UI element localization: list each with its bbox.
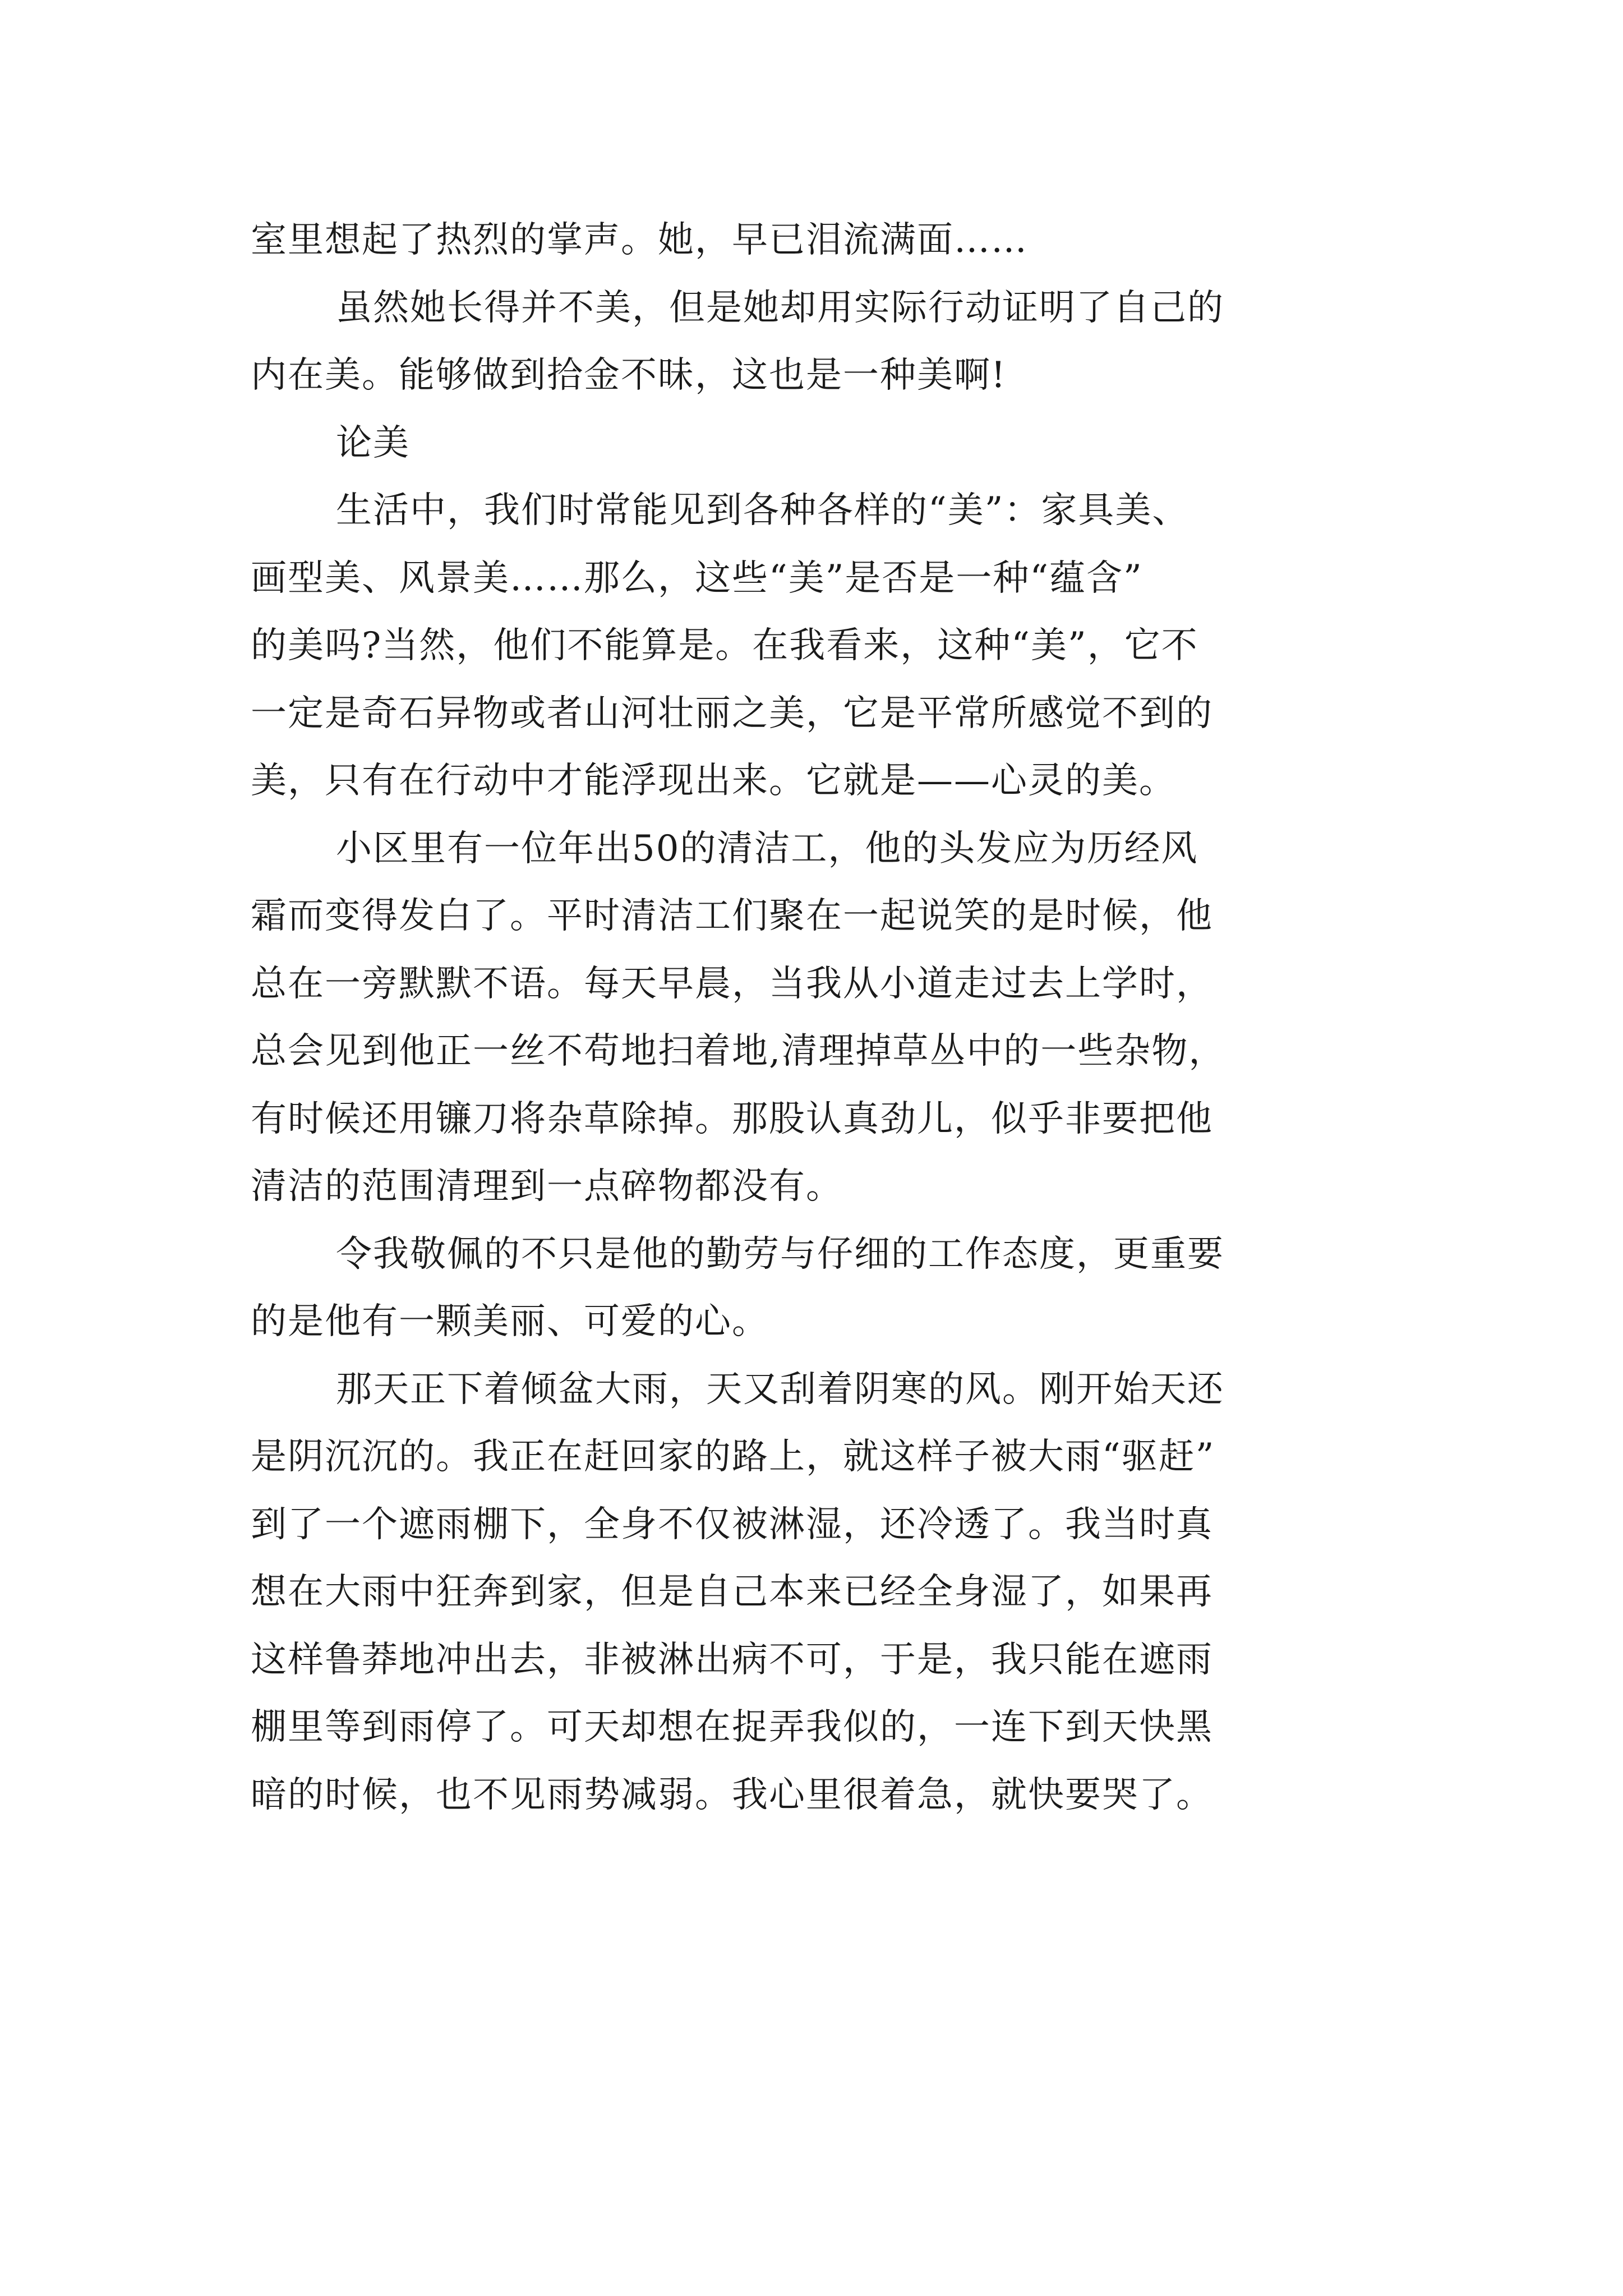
text-line: 清洁的范围清理到一点碎物都没有。 (251, 1166, 843, 1207)
text-line: 一定是奇石异物或者山河壮丽之美，它是平常所感觉不到的 (251, 692, 1213, 734)
text-line: 虽然她长得并不美，但是她却用实际行动证明了自己的 (336, 287, 1224, 329)
text-line: 到了一个遮雨棚下，全身不仅被淋湿，还冷透了。我当时真 (251, 1503, 1213, 1545)
section-heading: 论美 (336, 422, 410, 464)
text-line: 总会见到他正一丝不苟地扫着地,清理掉草丛中的一些杂物， (251, 1030, 1226, 1072)
text-line: 室里想起了热烈的掌声。她，早已泪流满面…… (251, 219, 1028, 261)
text-line: 总在一旁默默不语。每天早晨，当我从小道走过去上学时， (251, 963, 1213, 1005)
text-line: 小区里有一位年出50的清洁工，他的头发应为历经风 (336, 827, 1198, 869)
text-line: 这样鲁莽地冲出去，非被淋出病不可，于是，我只能在遮雨 (251, 1639, 1213, 1681)
text-line: 内在美。能够做到拾金不昧，这也是一种美啊! (251, 355, 1007, 396)
text-line: 生活中，我们时常能见到各种各样的“美”：家具美、 (336, 490, 1189, 531)
text-line: 美，只有在行动中才能浮现出来。它就是——心灵的美。 (251, 760, 1176, 802)
text-line: 棚里等到雨停了。可天却想在捉弄我似的，一连下到天快黑 (251, 1706, 1213, 1748)
text-line: 是阴沉沉的。我正在赶回家的路上，就这样子被大雨“驱赶” (251, 1436, 1215, 1478)
text-line: 霜而变得发白了。平时清洁工们聚在一起说笑的是时候，他 (251, 895, 1213, 937)
text-line: 的是他有一颗美丽、可爱的心。 (251, 1301, 769, 1342)
text-line: 有时候还用镰刀将杂草除掉。那股认真劲儿，似乎非要把他 (251, 1098, 1213, 1140)
text-line: 暗的时候，也不见雨势减弱。我心里很着急，就快要哭了。 (251, 1774, 1213, 1816)
text-line: 想在大雨中狂奔到家，但是自己本来已经全身湿了，如果再 (251, 1571, 1213, 1613)
text-line: 令我敬佩的不只是他的勤劳与仔细的工作态度，更重要 (336, 1233, 1224, 1275)
text-line: 的美吗?当然，他们不能算是。在我看来，这种“美”，它不 (251, 625, 1198, 666)
text-line: 那天正下着倾盆大雨，天又刮着阴寒的风。刚开始天还 (336, 1368, 1224, 1410)
body-text (251, 206, 1389, 1829)
text-line: 画型美、风景美……那么，这些“美”是否是一种“蕴含” (251, 557, 1143, 599)
